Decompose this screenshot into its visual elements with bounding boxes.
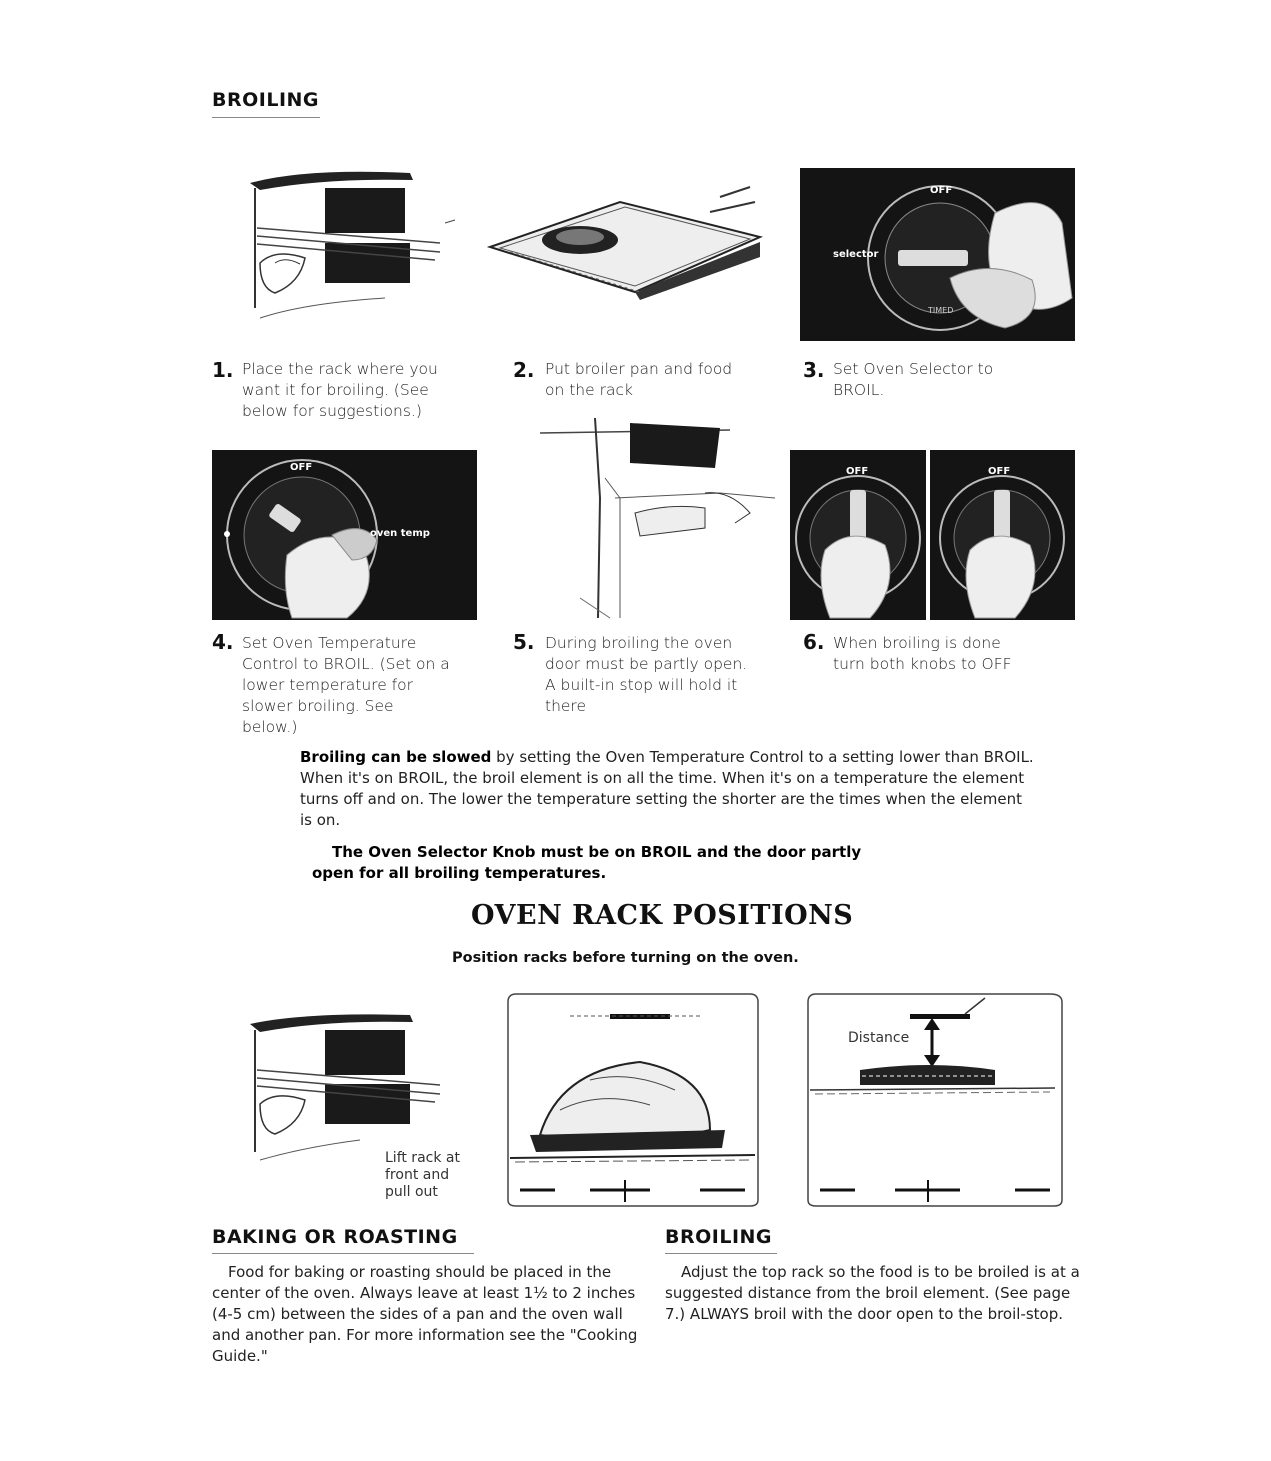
- baking-paragraph: Food for baking or roasting should be placed in the center of the oven. Always leave at least 1½ to 2 inches (4-5 cm) between the sides of a pan and the oven wall and another pan. For more information see the "Cooking Guide.": [212, 1263, 638, 1365]
- broiling-slowed-body: by setting the Oven Temperature Control to a setting lower than BROIL. When it's on BROIL, the broil element is on all the time. When it's on a temperature the element turns off and on. The lower the temperature setting the shorter are the times when the element is on.: [300, 748, 1034, 829]
- off-label: OFF: [846, 466, 869, 477]
- broiling-slowed-lead: Broiling can be slowed: [300, 748, 492, 766]
- broiling-slowed-paragraph: [300, 747, 1035, 831]
- step-2-text: Put broiler pan and food on the rack: [545, 360, 733, 399]
- step-3-number: 3.: [803, 358, 825, 382]
- right-knob-off-photo: [930, 450, 1075, 620]
- broil-warning: The Oven Selector Knob must be on BROIL and the door partly open for all broiling temperatures.: [312, 843, 862, 882]
- broiling-heading-2: BROILING: [665, 1226, 773, 1248]
- off-label: OFF: [988, 466, 1011, 477]
- roast-oven-diagram: [500, 990, 765, 1210]
- lift-rack-caption: Lift rack at front and pull out: [385, 1150, 460, 1200]
- step-5-number: 5.: [513, 630, 535, 654]
- step-6-text: When broiling is done turn both knobs to OFF: [833, 634, 1012, 673]
- distance-label: Distance: [848, 1030, 910, 1046]
- left-knob-off-photo: [790, 450, 926, 620]
- timed-label: TIMED: [928, 306, 954, 315]
- selector-label: selector: [833, 249, 879, 260]
- off-label: OFF: [930, 185, 953, 196]
- oven-temp-label: oven temp: [370, 528, 430, 539]
- broil-distance-diagram: [800, 990, 1070, 1210]
- broiling-heading: BROILING: [212, 89, 320, 111]
- rack-positions-subtitle: Position racks before turning on the oven.: [452, 950, 799, 966]
- heading-underline: [212, 117, 320, 118]
- rack-positions-title: OVEN RACK POSITIONS: [471, 900, 854, 931]
- step-2-number: 2.: [513, 358, 535, 382]
- broiling-paragraph: Adjust the top rack so the food is to be broiled is at a suggested distance from the broil element. (See page 7.) ALWAYS broil with the door open to the broil-stop.: [665, 1263, 1080, 1323]
- baking-heading: BAKING OR ROASTING: [212, 1226, 458, 1248]
- step-6-number: 6.: [803, 630, 825, 654]
- selector-knob-photo: [800, 168, 1075, 341]
- baking-heading-underline: [212, 1253, 474, 1254]
- oven-door-open-illustration: [520, 418, 780, 623]
- oven-temp-knob-photo: [212, 450, 477, 620]
- step-1-text: Place the rack where you want it for broiling. (See below for suggestions.): [242, 360, 438, 420]
- step-4-text: Set Oven Temperature Control to BROIL. (Set on a lower temperature for slower broiling. See below.): [242, 634, 450, 736]
- broiling-heading-2-underline: [665, 1253, 777, 1254]
- step-5-text: During broiling the oven door must be partly open. A built-in stop will hold it there: [545, 634, 748, 715]
- step-4-number: 4.: [212, 630, 234, 654]
- step-3-text: Set Oven Selector to BROIL.: [833, 360, 994, 399]
- rack-placement-illustration: [245, 168, 470, 333]
- step-1-number: 1.: [212, 358, 234, 382]
- off-label: OFF: [290, 462, 313, 473]
- broiler-pan-illustration: [480, 182, 770, 312]
